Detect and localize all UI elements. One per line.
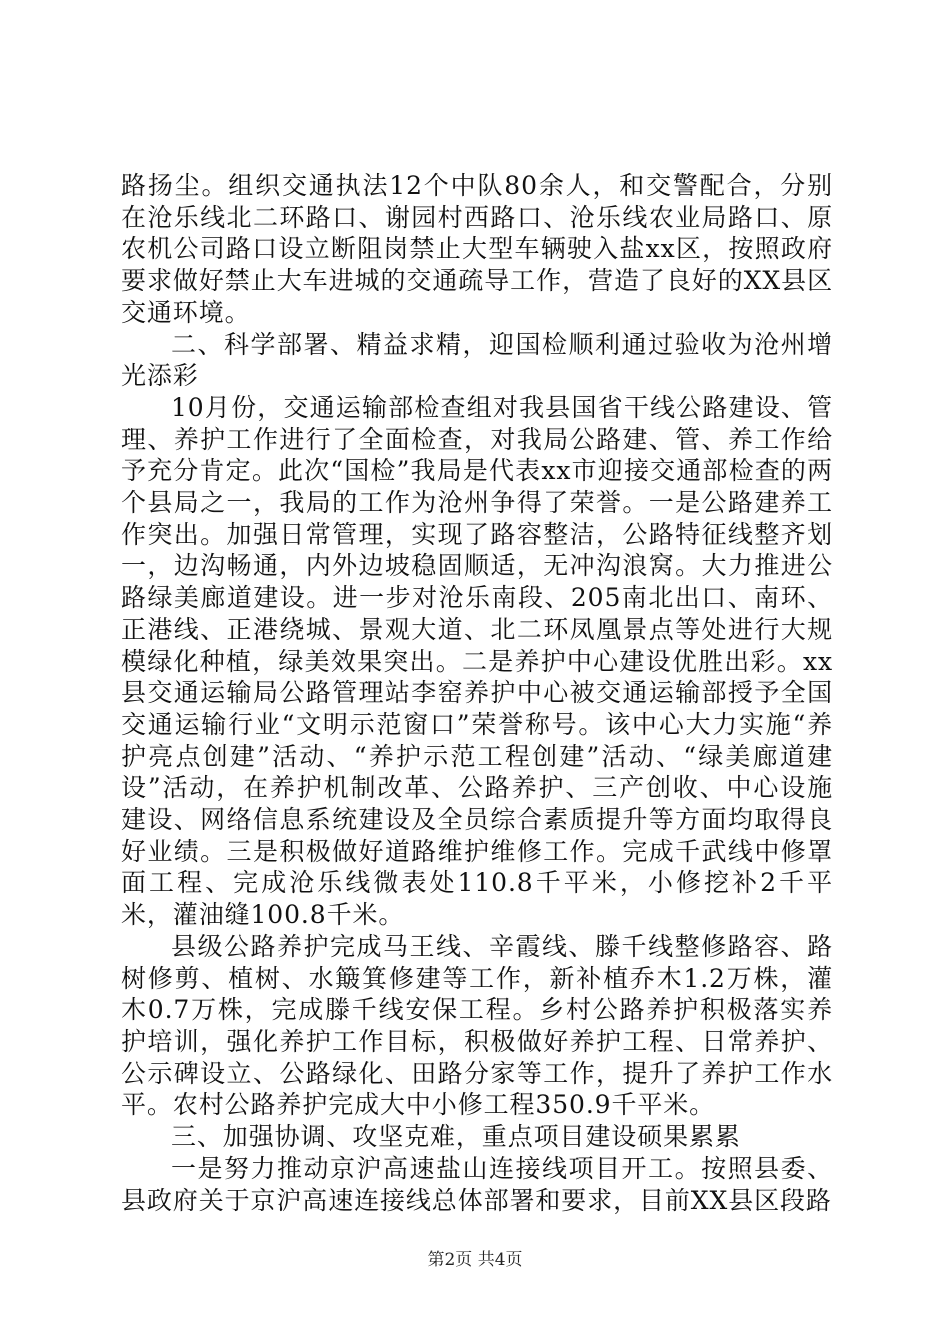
paragraph-highway-project: 一是努力推动京沪高速盐山连接线项目开工。按照县委、县政府关于京沪高速连接线总体部署和要求，目前XX县区段路 [121, 1153, 833, 1215]
page-footer: 第2页 共4页 [427, 1250, 523, 1270]
section-heading-2: 二、科学部署、精益求精，迎国检顺利通过验收为沧州增光添彩 [121, 329, 833, 391]
document-body [121, 170, 833, 1216]
section-heading-3: 三、加强协调、攻坚克难，重点项目建设硕果累累 [171, 1122, 741, 1152]
paragraph-county-roads: 县级公路养护完成马王线、辛霞线、滕千线整修路容、路树修剪、植树、水簸箕修建等工作，新补植乔木1.2万株，灌木0.7万株，完成滕千线安保工程。乡村公路养护积极落实养护培训，强化养护工作目标，积极做好养护工程、日常养护、公示碑设立、公路绿化、田路分家等工作，提升了养护工作水平。农村公路养护完成大中小修工程350.9千平米。 [121, 931, 833, 1120]
paragraph-continuation: 路扬尘。组织交通执法12个中队80余人，和交警配合，分别在沧乐线北二环路口、谢园村西路口、沧乐线农业局路口、原农机公司路口设立断阻岗禁止大型车辆驶入盐xx区，按照政府要求做好禁止大车进城的交通疏导工作，营造了良好的XX县区交通环境。 [121, 171, 833, 327]
paragraph-inspection: 10月份，交通运输部检查组对我县国省干线公路建设、管理、养护工作进行了全面检查，对我局公路建、管、养工作给予充分肯定。此次“国检”我局是代表xx市迎接交通部检查的两个县局之一，我局的工作为沧州争得了荣誉。一是公路建养工作突出。加强日常管理，实现了路容整洁，公路特征线整齐划一，边沟畅通，内外边坡稳固顺适，无冲沟浪窝。大力推进公路绿美廊道建设。进一步对沧乐南段、205南北出口、南环、正港线、正港绕城、景观大道、北二环凤凰景点等处进行大规模绿化种植，绿美效果突出。二是养护中心建设优胜出彩。xx县交通运输局公路管理站李窑养护中心被交通运输部授予全国交通运输行业“文明示范窗口”荣誉称号。该中心大力实施“养护亮点创建”活动、“养护示范工程创建”活动、“绿美廊道建设”活动，在养护机制改革、公路养护、三产创收、中心设施建设、网络信息系统建设及全员综合素质提升等方面均取得良好业绩。三是积极做好道路维护维修工作。完成千武线中修罩面工程、完成沧乐线微表处110.8千平米，小修挖补2千平米，灌油缝100.8千米。 [121, 392, 833, 930]
